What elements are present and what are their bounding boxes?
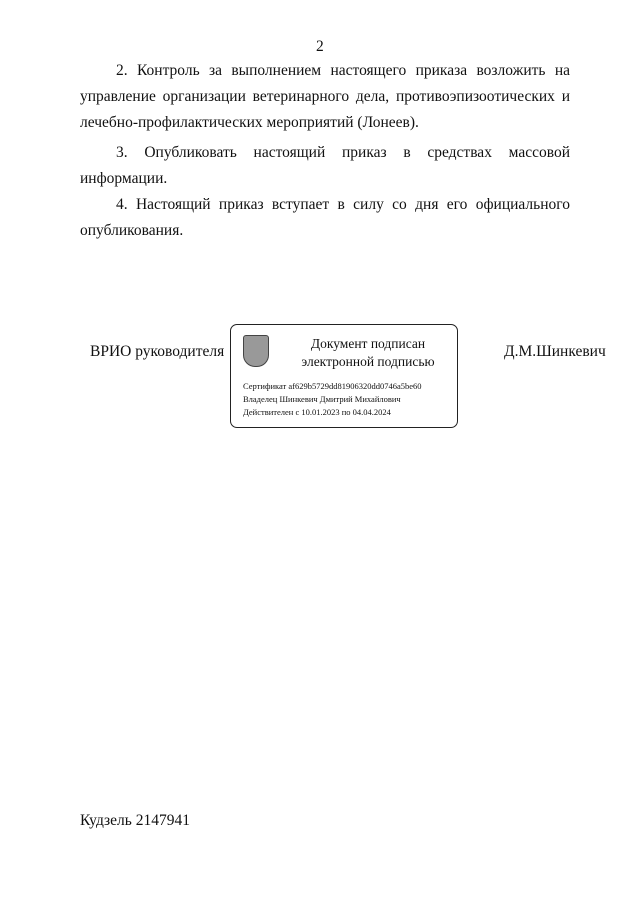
paragraph-4: 4. Настоящий приказ вступает в силу со дня его официального опубликования. (80, 196, 570, 239)
page-number: 2 (316, 38, 324, 55)
coat-of-arms-icon (243, 335, 269, 367)
stamp-owner: Владелец Шинкевич Дмитрий Михайлович (243, 394, 401, 404)
stamp-certificate: Сертификат af629b5729dd81906320dd0746a5be60 (243, 381, 422, 391)
signer-name: Д.М.Шинкевич (504, 343, 606, 360)
stamp-validity: Действителен с 10.01.2023 по 04.04.2024 (243, 407, 391, 417)
paragraph-3: 3. Опубликовать настоящий приказ в средствах массовой информации. (80, 144, 570, 187)
executor-footer: Кудзель 2147941 (80, 812, 190, 829)
paragraph-2: 2. Контроль за выполнением настоящего приказа возложить на управление организации ветеринарного дела, противоэпизоотических и лечебно-профилактических мероприятий (Лонеев). (80, 62, 570, 131)
stamp-title: Документ подписан электронной подписью (301, 336, 435, 369)
signer-role: ВРИО руководителя (90, 343, 225, 360)
e-signature-stamp (230, 324, 458, 428)
